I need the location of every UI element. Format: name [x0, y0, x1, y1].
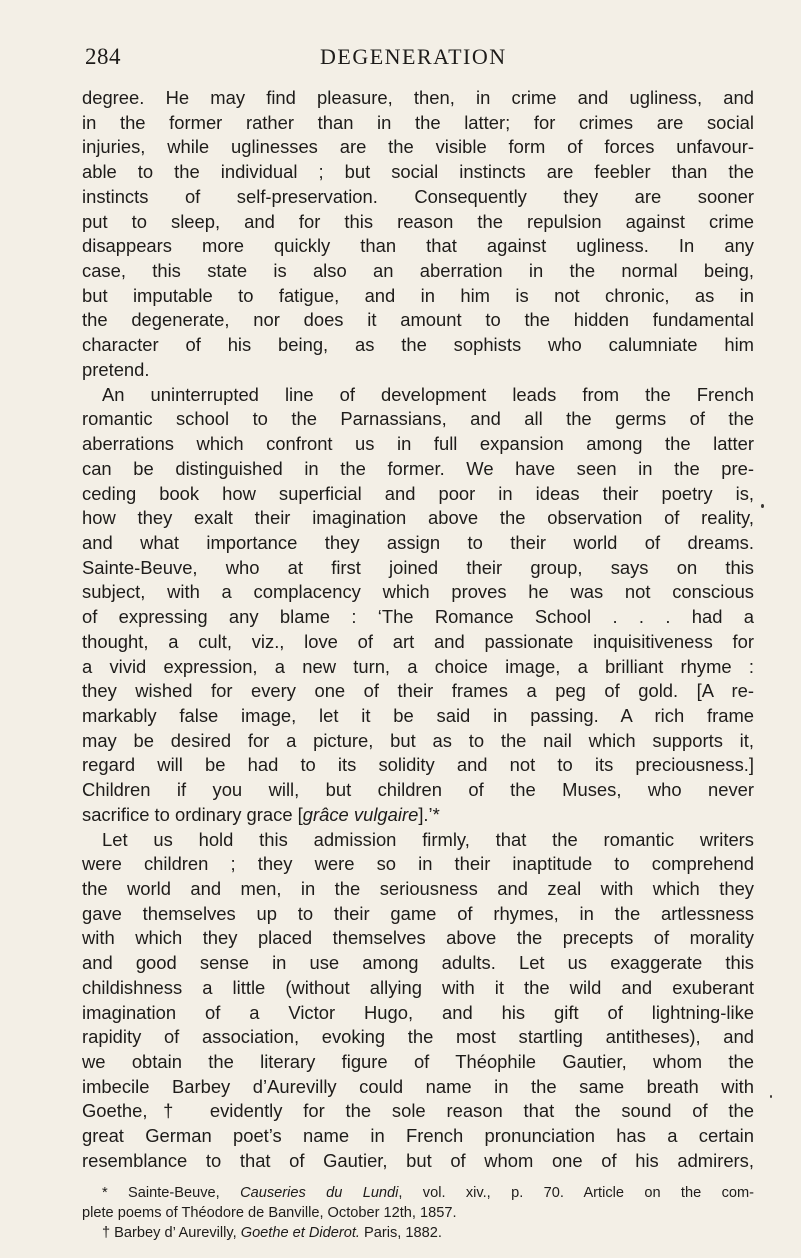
text-line: instincts of self-preservation. Consequently they are sooner: [82, 185, 754, 207]
text-line: injuries, while uglinesses are the visible form of forces unfavour-: [82, 136, 754, 158]
text-line: Goethe,† evidently for the sole reason that the sound of the: [82, 1100, 754, 1122]
text-line: a vivid expression, a new turn, a choice image, a brilliant rhyme :: [82, 655, 754, 677]
footnote-1-continued: plete poems of Théodore de Banville, October 12th, 1857.: [82, 1205, 457, 1221]
text-line: rapidity of association, evoking the most startling antitheses), and: [82, 1026, 754, 1048]
text-line: character of his being, as the sophists who calumniate him: [82, 334, 754, 356]
text-line: imagination of a Victor Hugo, and his gift of lightning-like: [82, 1001, 754, 1023]
text-segment: sacrifice to ordinary grace [: [82, 803, 303, 825]
text-line: and good sense in use among adults. Let us exaggerate this: [82, 952, 754, 974]
footnote-text: † Barbey d’ Aurevilly,: [102, 1225, 241, 1241]
footnote-title: Goethe et Diderot.: [240, 1225, 360, 1241]
text-line: great German poet’s name in French pronunciation has a certain: [82, 1125, 754, 1147]
text-line: An uninterrupted line of development leads from the French: [102, 383, 754, 405]
text-line: able to the individual ; but social instincts are feebler than the: [82, 161, 754, 183]
text-line: regard will be had to its solidity and not to its preciousness.]: [82, 754, 754, 776]
text-line: romantic school to the Parnassians, and all the germs of the: [82, 408, 754, 430]
text-line: may be desired for a picture, but as to the nail which supports it,: [82, 729, 754, 751]
text-line: Let us hold this admission firmly, that the romantic writers: [102, 828, 754, 850]
text-line: case, this state is also an aberration in the normal being,: [82, 260, 754, 282]
text-line: the world and men, in the seriousness and zeal with which they: [82, 878, 754, 899]
italic-phrase: grâce vulgaire: [302, 803, 419, 825]
text-segment: ].’*: [418, 803, 440, 825]
text-line: resemblance to that of Gautier, but of whom one of his admirers,: [82, 1149, 754, 1171]
text-line: subject, with a complacency which proves he was not conscious: [82, 581, 754, 603]
footnote-title: Causeries du Lundi: [240, 1185, 399, 1201]
text-line: were children ; they were so in their inaptitude to comprehend: [82, 853, 754, 875]
text-line: we obtain the literary figure of Théophile Gautier, whom the: [82, 1051, 754, 1073]
footnote-text: Paris, 1882.: [359, 1225, 442, 1241]
text-line: [82, 803, 754, 828]
text-line: can be distinguished in the former. We have seen in the pre-: [82, 457, 754, 479]
text-line: aberrations which confront us in full expansion among the latter: [82, 433, 754, 455]
page-number: 284: [85, 44, 121, 69]
text-line: pretend.: [82, 358, 150, 380]
footnote-text: * Sainte-Beuve,: [102, 1185, 241, 1201]
ink-speck: [770, 1095, 772, 1098]
text-line: Sainte-Beuve, who at first joined their group, says on this: [82, 556, 754, 578]
text-line: they wished for every one of their frames a peg of gold. [A re-: [82, 680, 754, 702]
text-line: thought, a cult, viz., love of art and passionate inquisitiveness for: [82, 630, 754, 652]
text-line: degree. He may find pleasure, then, in crime and ugliness, and: [82, 87, 754, 108]
footnotes: [82, 1183, 754, 1243]
text-line: and what importance they assign to their world of dreams.: [82, 531, 754, 553]
ink-speck: [761, 504, 764, 508]
text-line: childishness a little (without allying with it the wild and exuberant: [82, 976, 754, 998]
body-text: [82, 86, 754, 1174]
footnote-2: [82, 1223, 754, 1243]
footnote-1: [82, 1183, 754, 1203]
text-line: disappears more quickly than that against ugliness. In any: [82, 235, 754, 257]
running-head: [85, 44, 750, 74]
text-line: of expressing any blame : ‘The Romance School . . . had a: [82, 606, 754, 628]
text-line: how they exalt their imagination above the observation of reality,: [82, 507, 754, 529]
running-title: DEGENERATION: [320, 44, 507, 69]
footnote-text: , vol. xiv., p. 70. Article on the com-: [398, 1185, 754, 1201]
text-line: with which they placed themselves above the precepts of morality: [82, 927, 754, 949]
text-line: markably false image, let it be said in passing. A rich frame: [82, 704, 754, 726]
text-line: the degenerate, nor does it amount to the hidden fundamental: [82, 309, 754, 331]
text-line: gave themselves up to their game of rhymes, in the artlessness: [82, 902, 754, 924]
text-line: but imputable to fatigue, and in him is not chronic, as in: [82, 284, 754, 306]
text-line: put to sleep, and for this reason the repulsion against crime: [82, 210, 754, 232]
text-line: imbecile Barbey d’Aurevilly could name in the same breath with: [82, 1075, 754, 1097]
text-line: Children if you will, but children of the Muses, who never: [82, 779, 754, 801]
text-line: ceding book how superficial and poor in ideas their poetry is,: [82, 482, 754, 504]
text-line: in the former rather than in the latter; for crimes are social: [82, 111, 754, 133]
